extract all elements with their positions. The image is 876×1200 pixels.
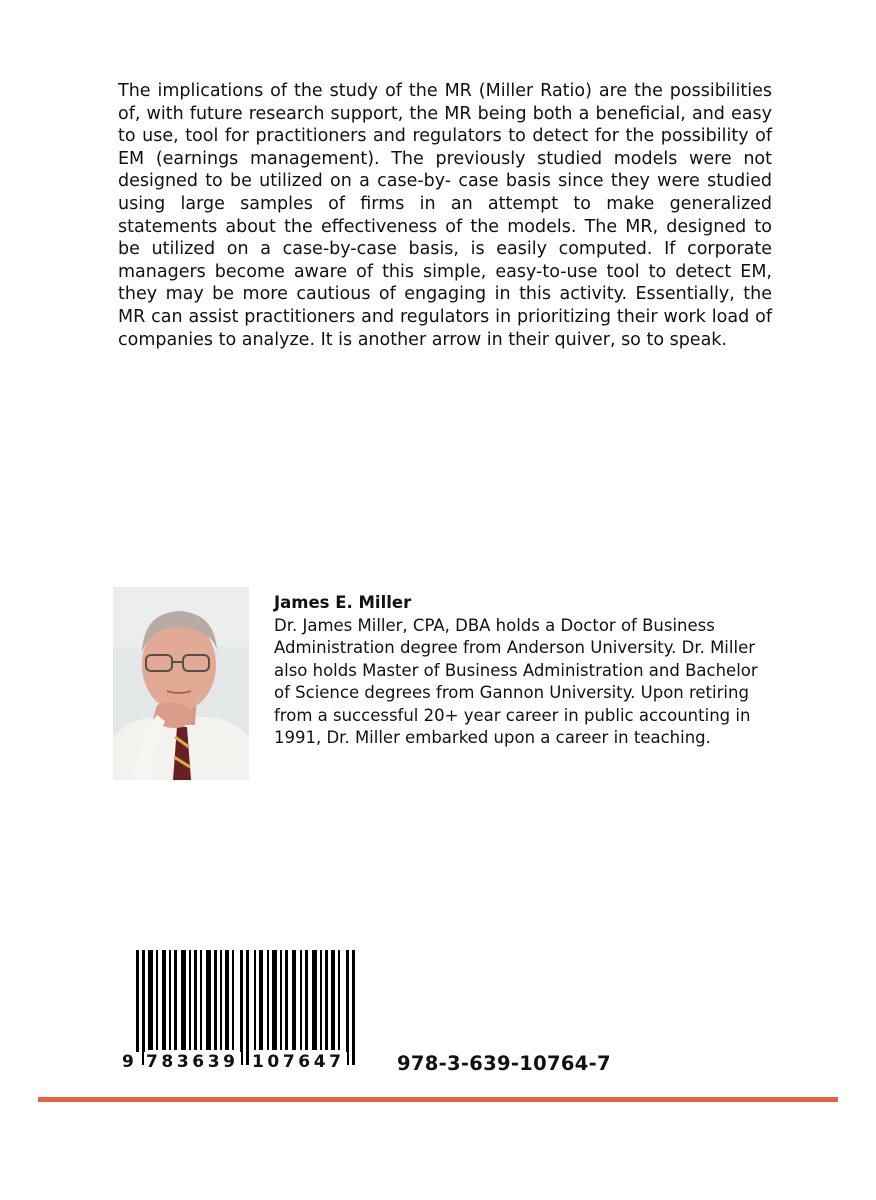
barcode-digits <box>116 1052 366 1078</box>
author-bio: Dr. James Miller, CPA, DBA holds a Doctor of Business Administration degree from Anderson University. Dr. Miller also holds Master of Business Administration and Bachelor of Science degrees from Gannon University. Upon retiring from a successful 20+ year career in public accounting in 1991, Dr. Miller embarked upon a career in teaching. <box>274 616 758 748</box>
barcode-digit-group-2: 107647 <box>252 1052 345 1072</box>
isbn-number: 978-3-639-10764-7 <box>397 1052 611 1075</box>
back-cover-blurb: The implications of the study of the MR (Miller Ratio) are the possibilities of, with future research support, the MR being both a beneficial, and easy to use, tool for practitioners and regulators to detect for the possibility of EM (earnings management). The previously studied models were not designed to be utilized on a case-by- case basis since they were studied using large samples of firms in an attempt to make generalized statements about the effectiveness of the models. The MR, designed to be utilized on a case-by-case basis, is easily computed. If corporate managers become aware of this simple, easy-to-use tool to detect EM, they may be more cautious of engaging in this activity. Essentially, the MR can assist practitioners and regulators in prioritizing their work load of companies to analyze. It is another arrow in their quiver, so to speak. <box>118 81 772 350</box>
barcode-digit-group-1: 783639 <box>146 1052 239 1072</box>
barcode-first-digit: 9 <box>122 1052 138 1072</box>
author-photo <box>113 587 249 780</box>
isbn-barcode-icon <box>130 950 362 1065</box>
accent-rule <box>38 1097 838 1102</box>
author-name: James E. Miller <box>274 593 412 612</box>
author-portrait-icon <box>113 587 249 780</box>
